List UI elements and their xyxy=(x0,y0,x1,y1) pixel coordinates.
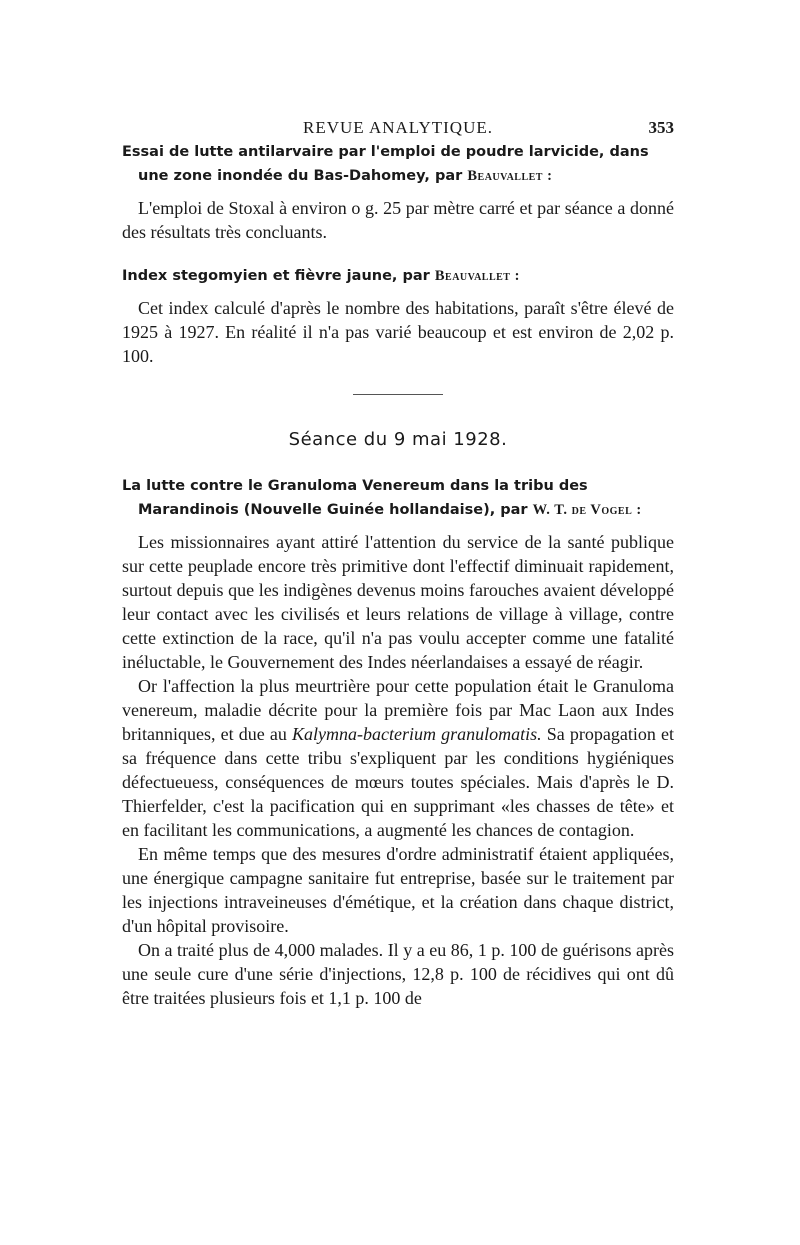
species-name: Kalymna-bacterium granulomatis. xyxy=(292,724,542,744)
session-title: Séance du 9 mai 1928. xyxy=(288,429,508,450)
article-1-title: Essai de lutte antilarvaire par l'emploi de poudre larvicide, dans une zone inondée du Bas-Dahomey, par xyxy=(122,144,649,184)
article-3-heading xyxy=(122,474,674,522)
page-number: 353 xyxy=(648,118,674,137)
page xyxy=(122,112,674,1010)
article-1-heading xyxy=(122,140,674,188)
article-2-author: Beauvallet : xyxy=(434,268,520,284)
paragraph-2-text-b: Sa propagation et sa fréquence dans cette tribu s'expliquent par les conditions hygiéniques défectueuess, conséquences de mœurs toutes spéciales. Mais d'après le D. Thierfelder, c'est la pacification qui en supprimant «les chasses de tête» et en facilitant les communications, a augmenté les chances de contagion. xyxy=(122,724,674,840)
article-3-paragraph-4: On a traité plus de 4,000 malades. Il y a eu 86, 1 p. 100 de guérisons après une seule cure d'une série d'injections, 12,8 p. 100 de récidives qui ont dû être traitées plusieurs fois et 1,1 p. 100 de xyxy=(122,940,674,1008)
article-3-paragraph-1: Les missionnaires ayant attiré l'attention du service de la santé publique sur cette peuplade encore très primitive dont l'effectif diminuait rapidement, surtout depuis que les indigènes devenus moins farouches avaient développé leur contact avec les civilisés et leurs relations de village à village, contre cette extinction de la race, qu'il n'a pas voulu accepter comme une fatalité inéluctable, le Gouvernement des Indes néerlandaises a essayé de réagir. xyxy=(122,532,674,672)
article-2-body: Cet index calculé d'après le nombre des habitations, paraît s'être élevé de 1925 à 1927. En réalité il n'a pas varié beaucoup et est environ de 2,02 p. 100. xyxy=(122,298,674,366)
article-3-paragraph-2 xyxy=(122,674,674,842)
article-1-body: L'emploi de Stoxal à environ o g. 25 par mètre carré et par séance a donné des résultats très concluants. xyxy=(122,198,674,242)
running-header xyxy=(122,112,674,140)
article-3-paragraph-3: En même temps que des mesures d'ordre administratif étaient appliquées, une énergique campagne sanitaire fut entreprise, basée sur le traitement par les injections intraveineuses d'émétique, et la création dans chaque district, d'un hôpital provisoire. xyxy=(122,844,674,936)
article-2-title: Index stegomyien et fièvre jaune, par xyxy=(122,268,430,284)
article-1-author: Beauvallet : xyxy=(467,168,553,184)
article-3-author: W. T. de Vogel : xyxy=(532,502,642,518)
article-2-heading xyxy=(122,264,674,288)
article-3-title: La lutte contre le Granuloma Venereum dans la tribu des Marandinois (Nouvelle Guinée hollandaise), par xyxy=(122,478,588,518)
running-title: REVUE ANALYTIQUE. xyxy=(303,118,493,137)
paragraph-2-text-a: Or l'affection la plus meurtrière pour cette population était le Granuloma venereum, maladie décrite pour la première fois par Mac Laon aux Indes britanniques, et due au xyxy=(122,676,674,744)
section-divider xyxy=(353,394,443,395)
